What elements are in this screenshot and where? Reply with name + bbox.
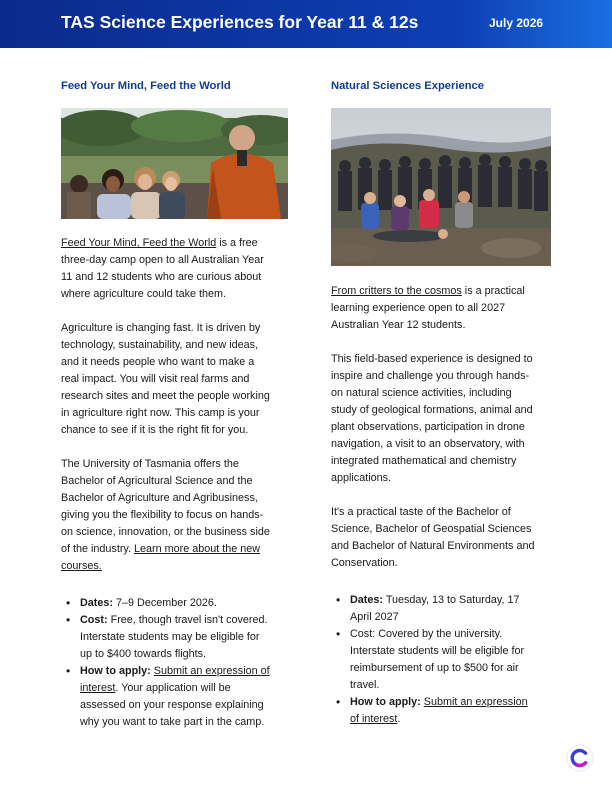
right-apply-item: • How to apply: Submit an expression of interest. — [331, 694, 559, 728]
right-apply-link[interactable]: Submit an expression — [423, 696, 528, 708]
left-intro-line3: 11 and 12 students who are curious about — [61, 271, 262, 283]
left-intro-line1: Feed Your Mind, Feed the World is a free — [61, 237, 258, 249]
brand-c-logo — [566, 744, 594, 772]
right-para2-line: navigation, a visit to an observatory, with — [331, 438, 525, 450]
right-heading: Natural Sciences Experience — [331, 80, 484, 92]
left-details-list — [61, 595, 291, 731]
left-para2-line: technology, sustainability, and new ideas, — [61, 339, 259, 351]
feed-your-mind-link[interactable]: Feed Your Mind, Feed the World — [61, 237, 217, 249]
left-cost-item: • Cost: Free, though travel isn't covered. Interstate students may be eligible for up to $400 towards flights. — [61, 612, 291, 663]
right-intro-line1: From critters to the cosmos is a practical — [331, 285, 525, 297]
students-farm-photo — [61, 108, 288, 219]
left-para2-line: Agriculture is changing fast. It is driven by — [61, 322, 261, 334]
learn-more-courses-link-cont[interactable]: courses. — [61, 560, 102, 572]
left-para2-line: real impact. You will visit real farms and — [61, 373, 250, 385]
right-column — [331, 78, 559, 728]
left-para2-line: research sites and meet the people working — [61, 390, 270, 402]
left-heading: Feed Your Mind, Feed the World — [61, 80, 231, 92]
left-para3-line: of the industry. Learn more about the new — [61, 543, 261, 555]
right-apply-link-cont[interactable]: of interest — [350, 713, 398, 725]
right-cost-item: • Cost: Covered by the university. Interstate students will be eligible for reimbursement of up to $500 for air travel. — [331, 626, 559, 694]
right-details-list — [331, 592, 559, 728]
right-para3-line: Conservation. — [331, 557, 398, 569]
left-apply-link-cont[interactable]: interest — [80, 682, 116, 694]
left-intro-line2: three-day camp open to all Australian Year — [61, 254, 264, 266]
right-dates-item: • Dates: Tuesday, 13 to Saturday, 17 April 2027 — [331, 592, 559, 626]
right-para2-line: inspire and challenge you through hands- — [331, 370, 530, 382]
left-para3-line: giving you the flexibility to focus on hands- — [61, 509, 264, 521]
right-intro-line2: learning experience open to all 2027 — [331, 302, 506, 314]
left-apply-link[interactable]: Submit an expression of — [153, 665, 270, 677]
left-para3-line: Bachelor of Agricultural Science and the — [61, 475, 253, 487]
left-dates-item: • Dates: 7–9 December 2026. — [61, 595, 291, 612]
group-hill-photo — [331, 108, 551, 266]
left-para2-line: chance to see if it is the right fit for you. — [61, 424, 249, 436]
right-para3-line: and Bachelor of Natural Environments and — [331, 540, 535, 552]
right-para3-line: It's a practical taste of the Bachelor of — [331, 506, 511, 518]
right-para2-line: study of geological formations, animal and — [331, 404, 533, 416]
right-para3-line: Science, Bachelor of Geospatial Sciences — [331, 523, 532, 535]
left-apply-item: • How to apply: Submit an expression of interest. Your application will be assessed on your response explaining why you want to take part in the camp. — [61, 663, 291, 731]
right-para2-line: plant observations, participation in drone — [331, 421, 525, 433]
left-para2-line: in agriculture right now. This camp is your — [61, 407, 260, 419]
right-para2-line: This field-based experience is designed to — [331, 353, 533, 365]
header-banner — [0, 0, 612, 48]
learn-more-courses-link[interactable]: Learn more about the new — [134, 543, 261, 555]
right-para2-line: integrated mathematical and chemistry — [331, 455, 517, 467]
left-column — [61, 78, 291, 731]
left-para3-line: on science, innovation, or the business side — [61, 526, 270, 538]
left-para3-line: Bachelor of Agriculture and Agribusiness, — [61, 492, 258, 504]
left-para3-line: The University of Tasmania offers the — [61, 458, 239, 470]
left-intro-line4: where agriculture could take them. — [61, 288, 227, 300]
critters-to-cosmos-link[interactable]: From critters to the cosmos — [331, 285, 462, 297]
right-para2-line: applications. — [331, 472, 392, 484]
left-para2-line: and it needs people who want to make a — [61, 356, 255, 368]
left-para3-line — [61, 558, 291, 575]
page-title: TAS Science Experiences for Year 11 & 12s — [61, 12, 419, 32]
issue-date: July 2026 — [489, 16, 544, 30]
right-intro-line3: Australian Year 12 students. — [331, 319, 466, 331]
right-para2-line: on natural science activities, including — [331, 387, 512, 399]
